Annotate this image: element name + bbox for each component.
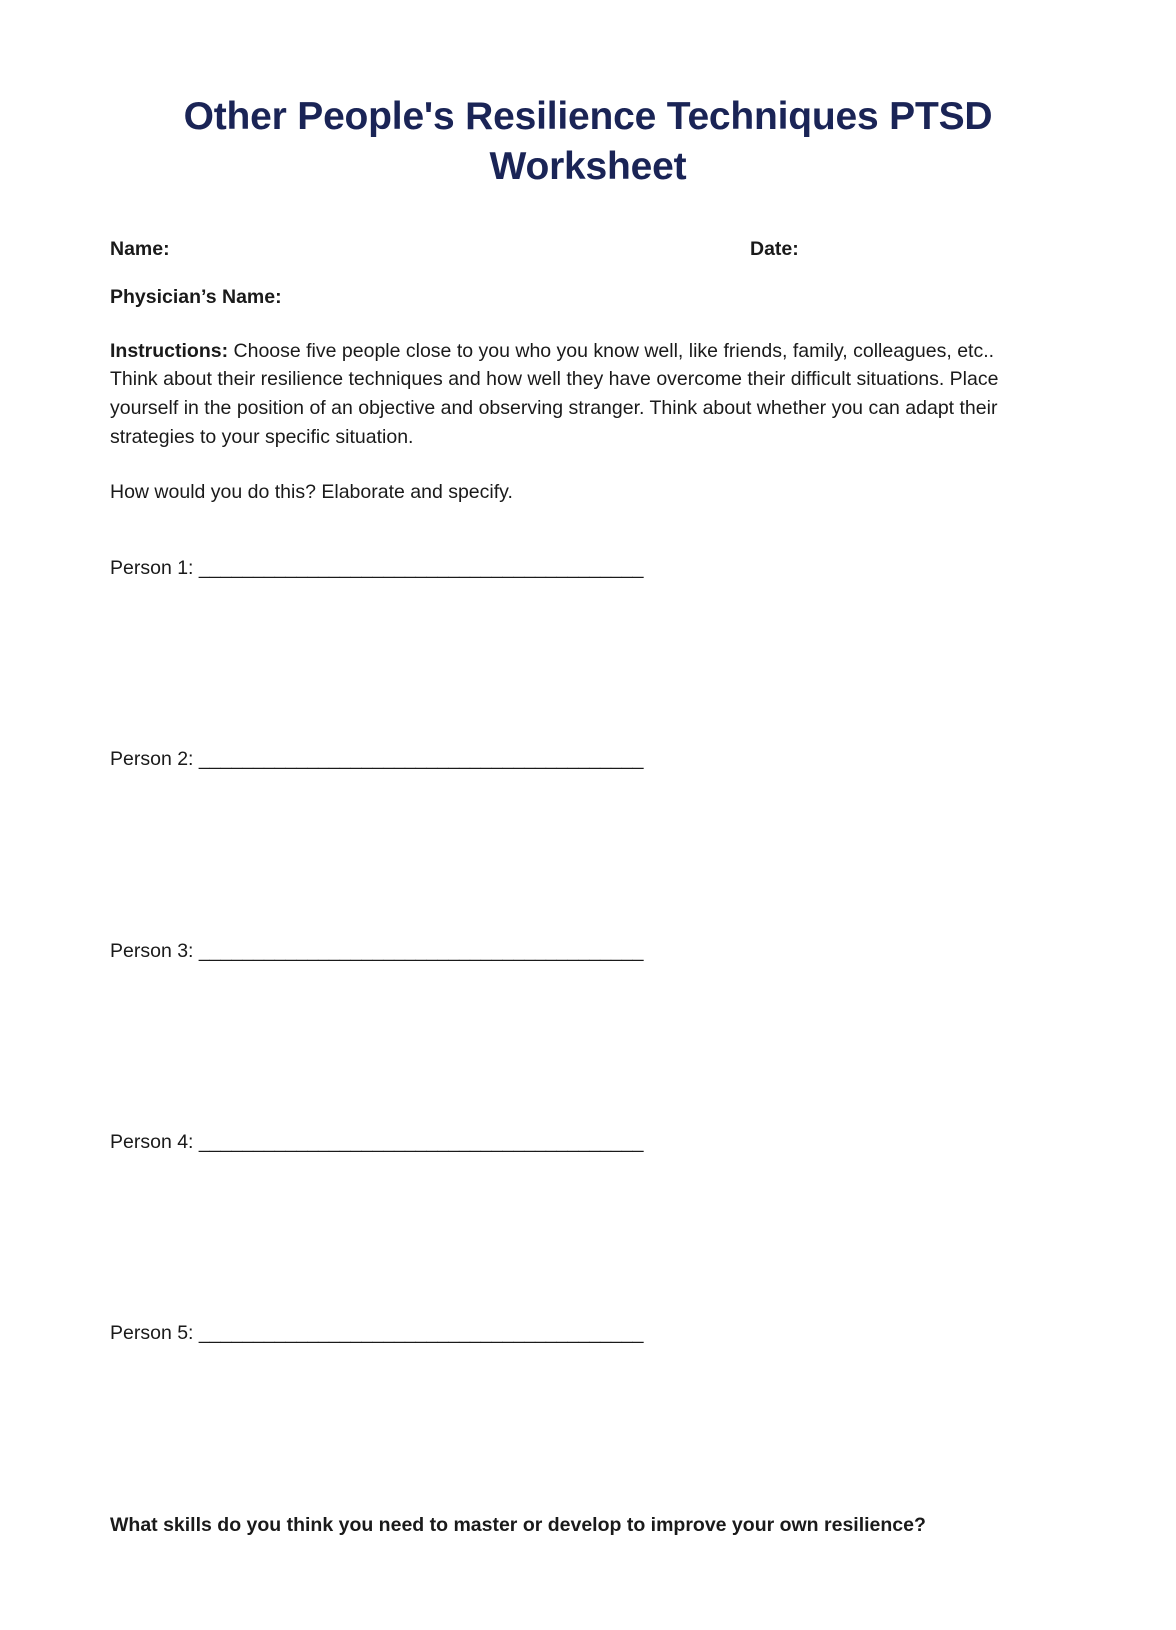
- physician-name-label: Physician’s Name:: [110, 285, 282, 308]
- person-4-answer-space[interactable]: [110, 1156, 1066, 1320]
- person-entry-5: [110, 1320, 1066, 1497]
- prompt-text: How would you do this? Elaborate and specify.: [110, 481, 513, 504]
- instructions-paragraph: [110, 337, 1000, 452]
- instructions-body: Choose five people close to you who you know well, like friends, family, colleagues, etc.. Think about their resilience techniques and how well they have overcome their difficult situations. Place yourself in the position of an objective and observing stranger. Think about whether you can adapt their strategies to your specific situation.: [110, 339, 999, 448]
- instructions-lead: Instructions:: [110, 339, 229, 362]
- person-2-answer-space[interactable]: [110, 774, 1066, 938]
- person-5-answer-space[interactable]: [110, 1348, 1066, 1498]
- date-label: Date:: [750, 237, 799, 260]
- name-date-row: [110, 238, 1066, 261]
- person-3-answer-space[interactable]: [110, 965, 1066, 1129]
- person-5-line[interactable]: Person 5: _________________________________________: [110, 1322, 644, 1345]
- person-entry-4: [110, 1129, 1066, 1320]
- person-2-line[interactable]: Person 2: _________________________________________: [110, 748, 644, 771]
- person-1-line[interactable]: Person 1: _________________________________________: [110, 557, 644, 580]
- page-title: Other People's Resilience Techniques PTSD Worksheet: [183, 95, 993, 188]
- person-1-answer-space[interactable]: [110, 582, 1066, 746]
- name-label: Name:: [110, 237, 170, 260]
- closing-question: What skills do you think you need to master or develop to improve your own resilience?: [110, 1513, 926, 1536]
- physician-row: [110, 286, 1066, 309]
- person-entry-1: [110, 555, 1066, 746]
- person-entry-3: [110, 938, 1066, 1129]
- person-3-line[interactable]: Person 3: _________________________________________: [110, 939, 644, 962]
- person-entry-2: [110, 746, 1066, 937]
- person-4-line[interactable]: Person 4: _________________________________________: [110, 1130, 644, 1153]
